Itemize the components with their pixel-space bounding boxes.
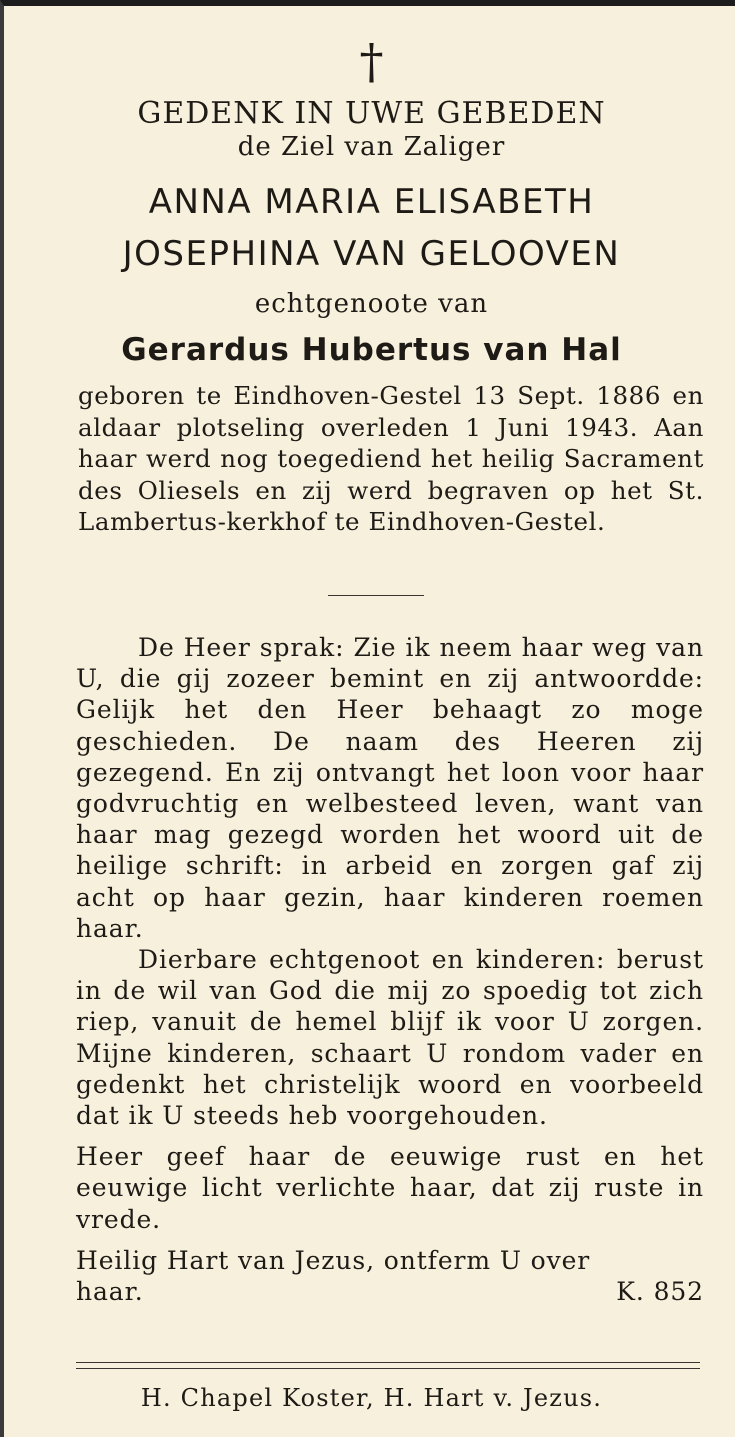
prayer-paragraph-2: Dierbare echtgenoot en kinderen: berust in de wil van God die mij zo spoedig tot zich riep, vanuit de hemel blijf ik voor U zorgen. Mijne kinderen, schaart U rondom vader en gedenkt het christelijk woord en voorbeeld dat ik U steeds heb voorgehouden. xyxy=(76,945,704,1131)
header-title: GEDENK IN UWE GEBEDEN xyxy=(137,96,606,131)
card-code: K. 852 xyxy=(616,1277,704,1307)
printer-credit: H. Chapel Koster, H. Hart v. Jezus. xyxy=(140,1384,603,1412)
prayer-paragraph-3: Heer geef haar de eeuwige rust en het eeuwige licht verlichte haar, dat zij ruste in vrede. xyxy=(76,1142,704,1234)
prayer-text xyxy=(76,632,704,1307)
footer-divider xyxy=(76,1362,700,1369)
cross-icon: † xyxy=(359,34,384,90)
biography-text: geboren te Eindhoven-Gestel 13 Sept. 1886 en aldaar plotseling overleden 1 Juni 1943. Aan haar werd nog toegediend het heilig Sacrament des Oliesels en zij werd begraven op het St. Lambertus-kerkhof te Eindhoven-Gestel. xyxy=(78,381,704,536)
section-divider xyxy=(328,595,424,596)
invocation-line2: haar. xyxy=(76,1277,144,1307)
spouse-name: Gerardus Hubertus van Hal xyxy=(121,332,622,368)
deceased-name-line2: JOSEPHINA VAN GELOOVEN xyxy=(122,234,621,274)
prayer-paragraph-1: De Heer sprak: Zie ik neem haar weg van U, die gij zozeer bemint en zij antwoordde: Gelijk het den Heer behaagt zo moge geschieden. De naam des Heeren zij gezegend. En zij ontvangt het loon voor haar godvruchtig en welbesteed leven, want van haar mag gezegd worden het woord uit de heilige schrift: in arbeid en zorgen gaf zij acht op haar gezin, haar kinderen roemen haar. xyxy=(76,633,704,943)
invocation-line1: Heilig Hart van Jezus, ontferm U over xyxy=(76,1245,591,1275)
spouse-intro: echtgenoote van xyxy=(254,289,489,319)
header-subtitle: de Ziel van Zaliger xyxy=(237,132,506,162)
deceased-name-line1: ANNA MARIA ELISABETH xyxy=(148,182,595,222)
invocation-closing-row xyxy=(76,1276,704,1307)
